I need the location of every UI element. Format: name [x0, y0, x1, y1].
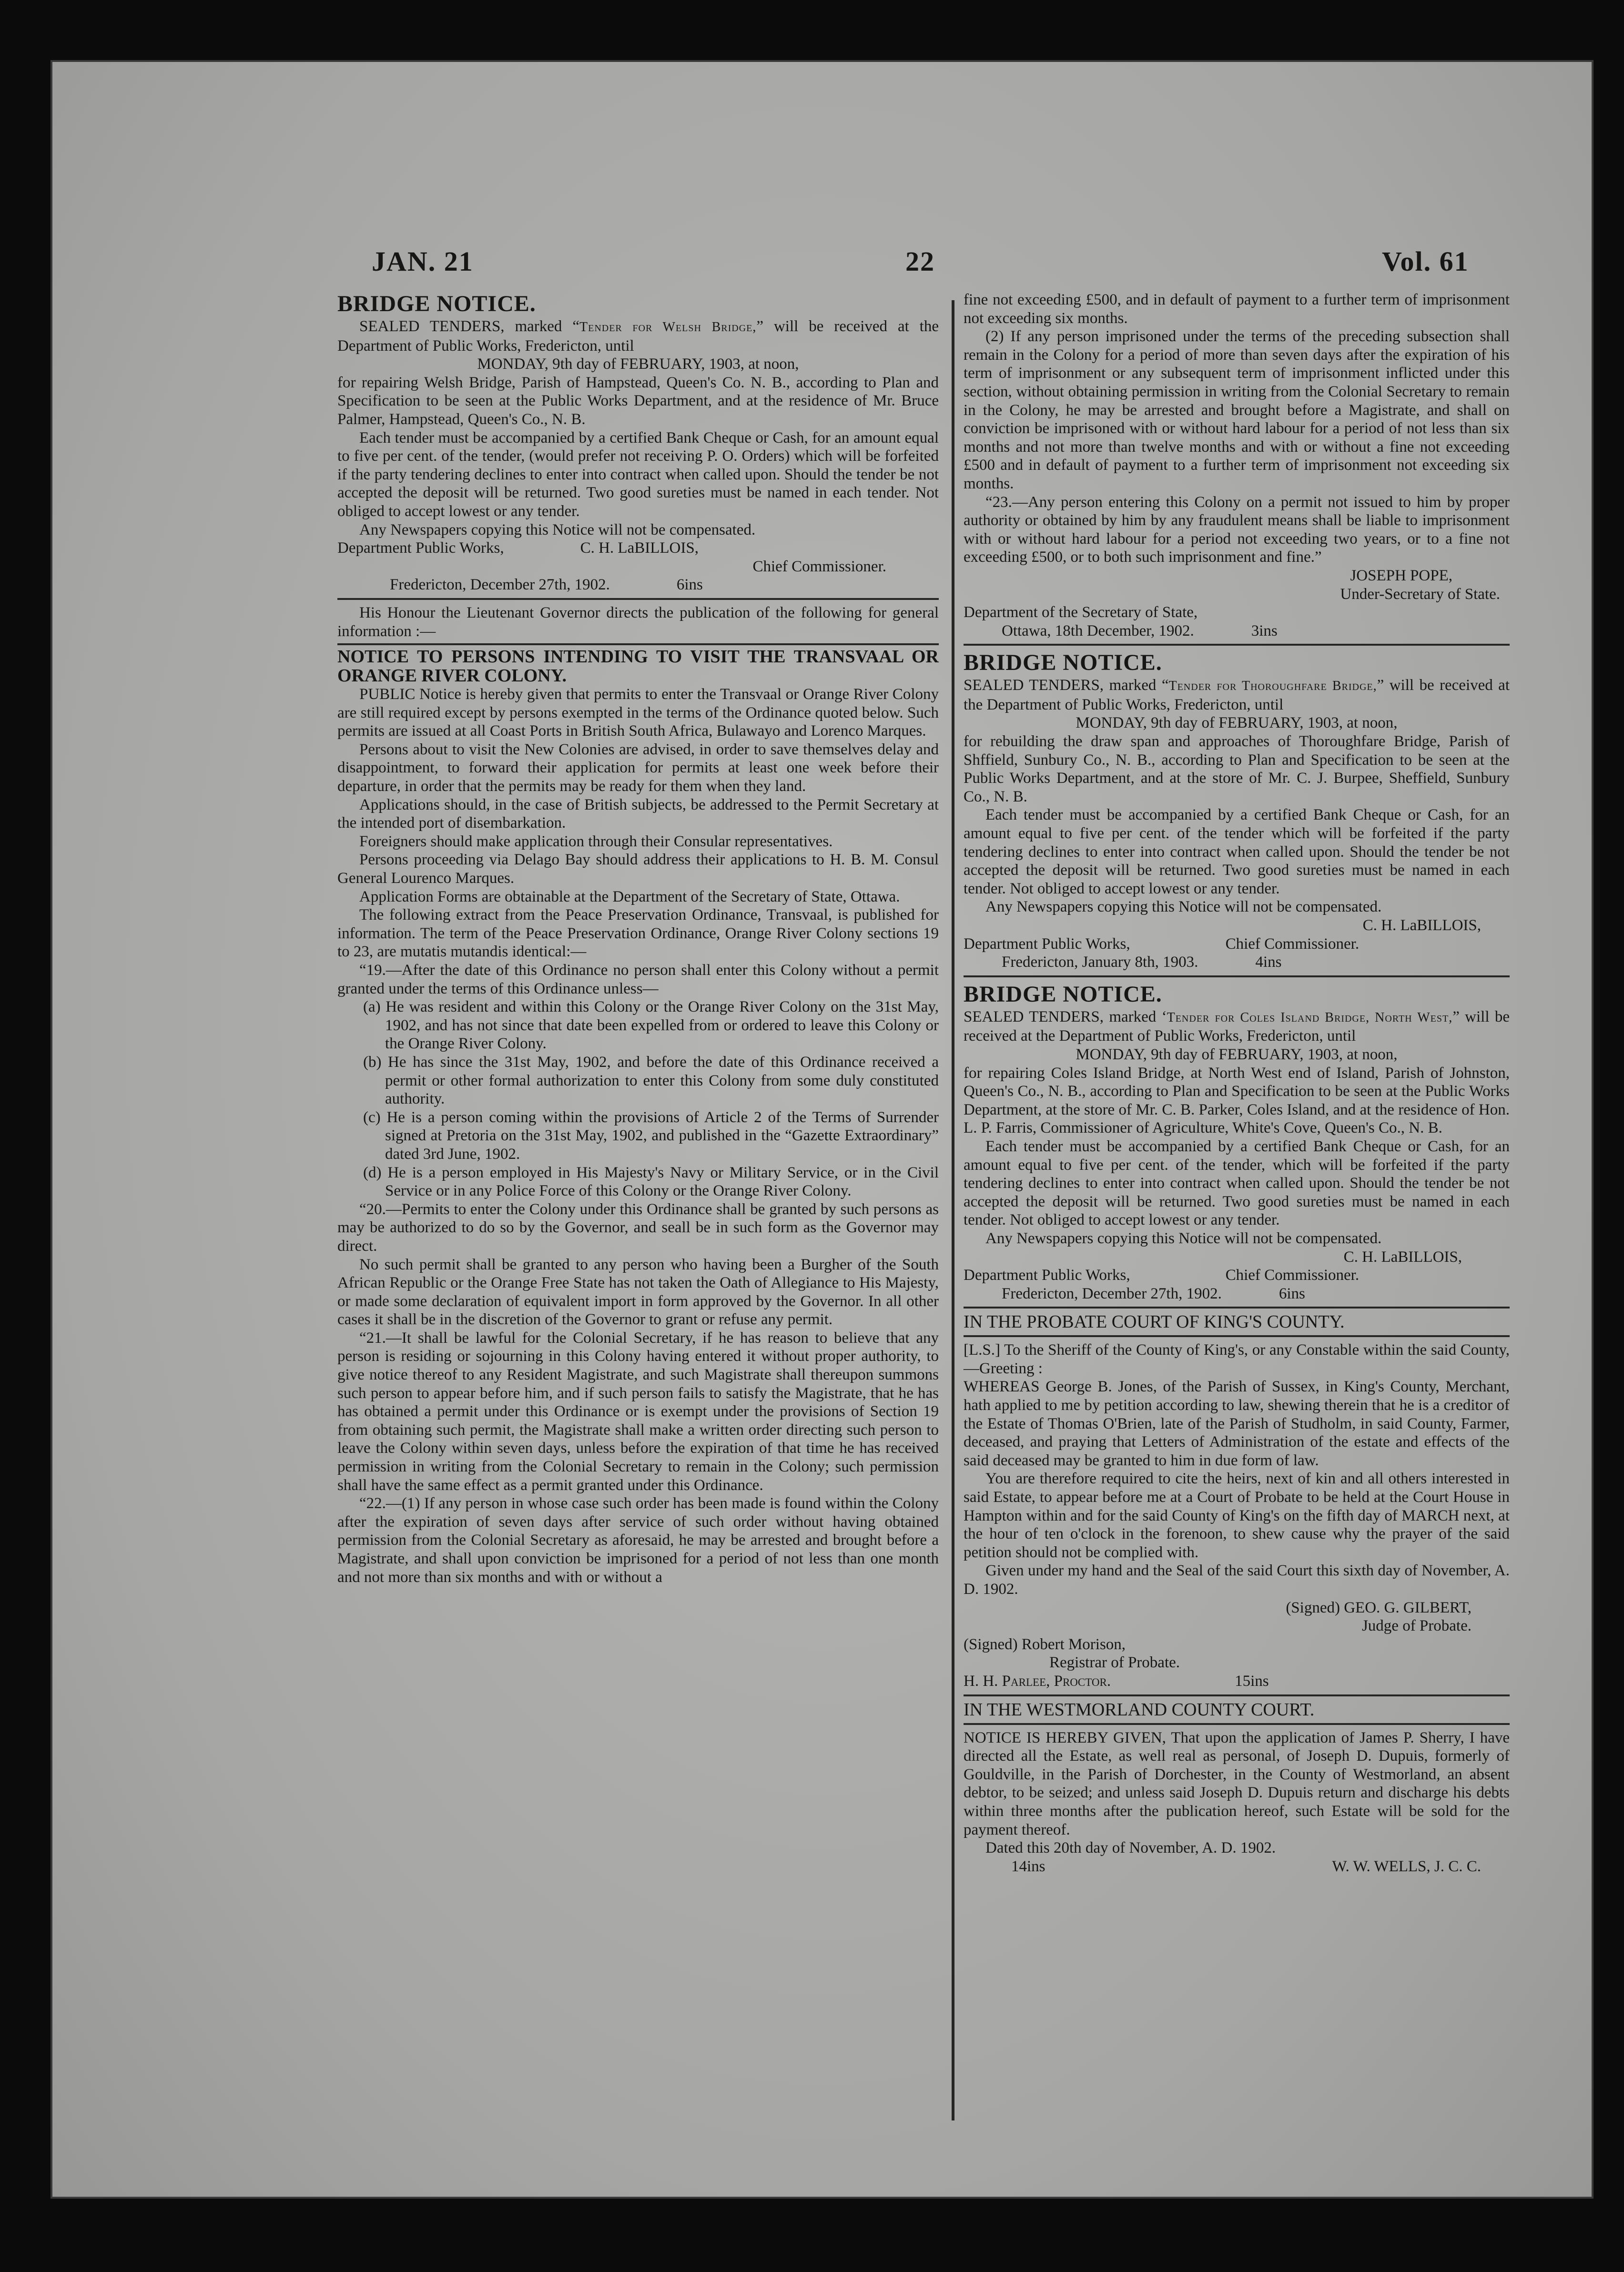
notice-paragraph: “23.—Any person entering this Colony on a permit not issued to him by proper authority or obtained by him by any fraudulent means shall be liable to imprisonment with or without hard labour for a period not exceeding two years, or to a fine not exceeding £500, or to both such imprisonment and fine.”: [964, 493, 1510, 566]
issue-date: JAN. 21: [372, 246, 474, 277]
notice-body: for rebuilding the draw span and approaches of Thoroughfare Bridge, Parish of Shffield, Sunbury Co., N. B., according to Plan and Specification to be seen at the Public Works Department, and at the store of Mr. C. J. Burpee, Sheffield, Sunbury Co., N. B.: [964, 733, 1510, 805]
signature-line: Department Public Works, C. H. LaBILLOIS,: [337, 539, 699, 557]
registrar-signature: (Signed) Robert Morison,: [964, 1635, 1126, 1653]
notice-body: for repairing Welsh Bridge, Parish of Hampstead, Queen's Co. N. B., according to Plan and Specification to be seen at the Public Works Department, and at the residence of Mr. Bruce Palmer, Hampstead, Queen's Co., N. B.: [337, 374, 939, 428]
notice-title: IN THE WESTMORLAND COUNTY COURT.: [964, 1699, 1315, 1720]
notice-dateline: Ottawa, 18th December, 1902. 3ins: [1002, 622, 1278, 639]
notice-paragraph: Application Forms are obtainable at the Department of the Secretary of State, Ottawa.: [359, 888, 900, 905]
notice-intro: SEALED TENDERS, marked ‘Tender for Coles Island Bridge, North West,” will be received at the Department of Public Works, Fredericton, until: [964, 1008, 1510, 1045]
tender-deadline: MONDAY, 9th day of FEBRUARY, 1903, at noon,: [1076, 1045, 1398, 1063]
notice-paragraph: You are therefore required to cite the heirs, next of kin and all others interested in said Estate, to appear before me at a Court of Probate to be held at the Court House in Hampton within and for the said County of King's on the fifth day of MARCH next, at the hour of ten o'clock in the forenoon, to shew cause why the prayer of the said petition should not be complied with.: [964, 1470, 1510, 1561]
notice-compensation: Any Newspapers copying this Notice will not be compensated.: [985, 898, 1382, 916]
signer-name: W. W. WELLS, J. C. C.: [1332, 1858, 1481, 1876]
notice-body: for repairing Coles Island Bridge, at North West end of Island, Parish of Johnston, Queen's Co., N. B., according to Plan and Specification to be seen at the Public Works Department, at the store of Mr. C. B. Parker, Coles Island, and at the residence of Hon. L. P. Farris, Commissioner of Agriculture, White's Cove, Queen's Co., N. B.: [964, 1064, 1510, 1137]
notice-paragraph: PUBLIC Notice is hereby given that permits to enter the Transvaal or Orange River Colony are still required except by persons exempted in the terms of the Ordinance quoted below. Such permits are issued at all Coast Ports in British South Africa, Bulawayo and Lorenco Marques.: [337, 686, 939, 740]
notice-paragraph: The following extract from the Peace Preservation Ordinance, Transvaal, is published for information. The term of the Peace Preservation Ordinance, Orange River Colony sections 19 to 23, are mutatis mutandis identical:—: [337, 906, 939, 961]
ordinance-continuation: [964, 291, 1510, 640]
newspaper-page: [52, 62, 1592, 2197]
signer-name: JOSEPH POPE,: [1350, 567, 1452, 584]
section-rule: [337, 598, 939, 600]
notice-dated: Dated this 20th day of November, A. D. 1902.: [985, 1839, 1276, 1857]
notice-intro: SEALED TENDERS, marked “Tender for Thoroughfare Bridge,” will be received at the Department of Public Works, Fredericton, until: [964, 677, 1510, 713]
notice-terms: Each tender must be accompanied by a certified Bank Cheque or Cash, for an amount equal to five per cent. of the tender, (would prefer not receiving P. O. Orders) which will be forfeited if the party tendering declines to enter into contract when called upon. Should the tender be not accepted the deposit will be returned. Two good sureties must be named in each tender. Not obliged to accept lowest or any tender.: [337, 429, 939, 520]
section-rule: [964, 1335, 1510, 1337]
notice-paragraph: Given under my hand and the Seal of the said Court this sixth day of November, A. D. 1902.: [964, 1562, 1510, 1598]
notice-terms: Each tender must be accompanied by a certified Bank Cheque or Cash, for an amount equal to five per cent. of the tender which will be forfeited if the party tendering declines to enter into contract when called upon. Should the tender be not accepted the deposit will be returned. Two good sureties must be named in each tender. Not obliged to accept lowest or any tender.: [964, 806, 1510, 897]
notice-title: NOTICE TO PERSONS INTENDING TO VISIT THE TRANSVAAL OR ORANGE RIVER COLONY.: [337, 647, 939, 686]
notice-paragraph: (2) If any person imprisoned under the terms of the preceding subsection shall remain in the Colony for a period of more than seven days after the expiration of his term of imprisonment or any subsequent term of imprisonment inflicted under this section, without obtaining permission in writing from the Colonial Secretary to remain in the Colony, he may be arrested and brought before a Magistrate, and shall on conviction be imprisoned with or without hard labour for a period of not less than six months and not more than twelve months and with or without a fine not exceeding £500 and in default of payment to a further term of imprisonment not exceeding six months.: [964, 328, 1510, 492]
notice-paragraph: WHEREAS George B. Jones, of the Parish of Sussex, in King's County, Merchant, hath applied to me by petition according to law, shewing therein that he is a creditor of the Estate of Thomas O'Brien, late of the Parish of Studholm, in said County, Farmer, deceased, and praying that Letters of Administration of the estate and effects of the said deceased may be granted to him in due form of law.: [964, 1378, 1510, 1469]
proctor-line: H. H. Parlee, Proctor. 15ins: [964, 1672, 1269, 1690]
notice-dateline: Fredericton, December 27th, 1902. 6ins: [390, 576, 703, 594]
notice-insertions: 14ins: [1011, 1857, 1045, 1875]
notice-paragraph: Persons about to visit the New Colonies are advised, in order to save themselves delay and disappointment, to forward their application for permits at least one week before their departure, in order that the permits may be ready for them when they land.: [337, 740, 939, 795]
volume-number: Vol. 61: [1382, 246, 1469, 277]
notice-title: BRIDGE NOTICE.: [964, 981, 1162, 1007]
thoroughfare-bridge-notice: [964, 649, 1510, 972]
notice-address: [L.S.] To the Sheriff of the County of King's, or any Constable within the said County,—Greeting :: [964, 1341, 1510, 1377]
coles-island-bridge-notice: [964, 981, 1510, 1303]
section-rule: [964, 1307, 1510, 1308]
section-rule: [964, 1723, 1510, 1725]
notice-title: BRIDGE NOTICE.: [337, 291, 536, 316]
right-column: [964, 291, 1510, 1876]
left-column: [337, 291, 939, 1586]
welsh-bridge-notice: [337, 291, 939, 594]
page-number: 22: [905, 246, 935, 277]
judge-signature: (Signed) GEO. G. GILBERT,: [1286, 1599, 1472, 1616]
tender-deadline: MONDAY, 9th day of FEBRUARY, 1903, at noon,: [1076, 714, 1398, 732]
signature-line: Department Public Works, Chief Commissioner.: [964, 935, 1360, 953]
signer-name: C. H. LaBILLOIS,: [1362, 917, 1481, 934]
notice-dateline: Fredericton, December 27th, 1902. 6ins: [1002, 1285, 1305, 1302]
notice-paragraph: NOTICE IS HEREBY GIVEN, That upon the application of James P. Sherry, I have directed all the Estate, as well real as personal, of Joseph D. Dupuis, formerly of Gouldville, in the Parish of Dorchester, in the County of Westmorland, an absent debtor, to be seized; and unless said Joseph D. Dupuis return and discharge his debts within three months after the publication hereof, such Estate will be sold for the payment thereof.: [964, 1729, 1510, 1838]
westmorland-court-notice: [964, 1700, 1510, 1876]
ordinance-section: “19.—After the date of this Ordinance no person shall enter this Colony without a permit granted under the terms of this Ordinance unless—: [337, 962, 939, 997]
section-rule: [964, 975, 1510, 977]
ordinance-section: “20.—Permits to enter the Colony under this Ordinance shall be granted by such persons as may be authorized to do so by the Governor, and seall be in such form as the Governor may direct.: [337, 1200, 939, 1255]
judge-title: Judge of Probate.: [1361, 1617, 1472, 1635]
section-rule: [337, 643, 939, 645]
registrar-title: Registrar of Probate.: [1049, 1654, 1180, 1672]
notice-compensation: Any Newspapers copying this Notice will not be compensated.: [985, 1229, 1382, 1247]
notice-terms: Each tender must be accompanied by a certified Bank Cheque or Cash, for an amount equal to five per cent. of the tender, which will be forfeited if the party tendering declines to enter into contract when called upon. Should the tender be not accepted the deposit will be returned. Two good sureties must be named in each tender. Not obliged to accept lowest or any tender.: [964, 1137, 1510, 1229]
notice-paragraph: fine not exceeding £500, and in default of payment to a further term of imprisonment not exceeding six months.: [964, 291, 1510, 327]
tender-deadline: MONDAY, 9th day of FEBRUARY, 1903, at noon,: [477, 355, 799, 373]
ordinance-section: “22.—(1) If any person in whose case such order has been made is found within the Colony after the expiration of seven days after service of such order without having obtained permission from the Colonial Secretary as aforesaid, he may be arrested and brought before a Magistrate, and shall upon conviction be imprisoned for a period of not less than one month and not more than six months and with or without a: [337, 1495, 939, 1586]
ordinance-clause: (d) He is a person employed in His Majesty's Navy or Military Service, or in the Civil Service or in any Police Force of this Colony or the Orange River Colony.: [363, 1164, 939, 1200]
notice-paragraph: Persons proceeding via Delago Bay should address their applications to H. B. M. Consul General Lourenco Marques.: [337, 851, 939, 887]
notice-intro: SEALED TENDERS, marked “Tender for Welsh Bridge,” will be received at the Department of Public Works, Fredericton, until: [337, 318, 939, 355]
notice-title: BRIDGE NOTICE.: [964, 650, 1162, 676]
ordinance-clause: (c) He is a person coming within the provisions of Article 2 of the Terms of Surrender signed at Pretoria on the 31st May, 1902, and published in the “Gazette Extraordinary” dated 3rd June, 1902.: [363, 1108, 939, 1163]
section-rule: [964, 1694, 1510, 1696]
notice-compensation: Any Newspapers copying this Notice will not be compensated.: [359, 521, 756, 538]
ordinance-clause: (b) He has since the 31st May, 1902, and before the date of this Ordinance received a permit or other formal authorization to enter this Colony from some duly constituted authority.: [363, 1053, 939, 1108]
ordinance-clause: (a) He was resident and within this Colony or the Orange River Colony on the 31st May, 1902, and has not since that date been expelled from or ordered to leave this Colony or the Orange River Colony.: [363, 998, 939, 1053]
signer-title: Under-Secretary of State.: [1340, 585, 1500, 603]
notice-title: IN THE PROBATE COURT OF KING'S COUNTY.: [964, 1312, 1345, 1332]
section-rule: [964, 644, 1510, 646]
notice-preamble: His Honour the Lieutenant Governor directs the publication of the following for general information :—: [337, 604, 939, 640]
ordinance-section: “21.—It shall be lawful for the Colonial Secretary, if he has reason to believe that any person is residing or sojourning in this Colony having entered it without proper authority, to give notice thereof to any Resident Magistrate, and such Magistrate shall thereupon summons such person to appear before him, and if such person fails to satisfy the Magistrate, that he has has obtained a permit under this Ordinance or is exempt under the provisions of Section 19 from obtaining such permit, the Magistrate shall make a written order directing such person to leave the Colony within seven days, unless before the expiration of that time he has received permission in writing from the Colonial Secretary to remain in the Colony; such permission shall have the same effect as a permit granted under this Ordinance.: [337, 1329, 939, 1494]
signer-name: C. H. LaBILLOIS,: [1343, 1248, 1462, 1266]
notice-paragraph: Applications should, in the case of British subjects, be addressed to the Permit Secretary at the intended port of disembarkation.: [337, 796, 939, 832]
notice-dateline: Fredericton, January 8th, 1903. 4ins: [1002, 953, 1282, 971]
notice-paragraph: Foreigners should make application through their Consular representatives.: [359, 832, 833, 850]
signature-line: Department Public Works, Chief Commissioner.: [964, 1267, 1360, 1284]
ordinance-section: No such permit shall be granted to any person who having been a Burgher of the South African Republic or the Orange Free State has not taken the Oath of Allegiance to His Majesty, or made some declaration of equivalent import in form approved by the Governor. In all other cases it shall be in the discretion of the Governor to grant or refuse any permit.: [337, 1256, 939, 1329]
column-divider: [952, 300, 954, 2120]
signer-title: Chief Commissioner.: [752, 558, 886, 575]
department-line: Department of the Secretary of State,: [964, 604, 1198, 621]
probate-court-notice: [964, 1312, 1510, 1690]
transvaal-notice: [337, 604, 939, 1586]
